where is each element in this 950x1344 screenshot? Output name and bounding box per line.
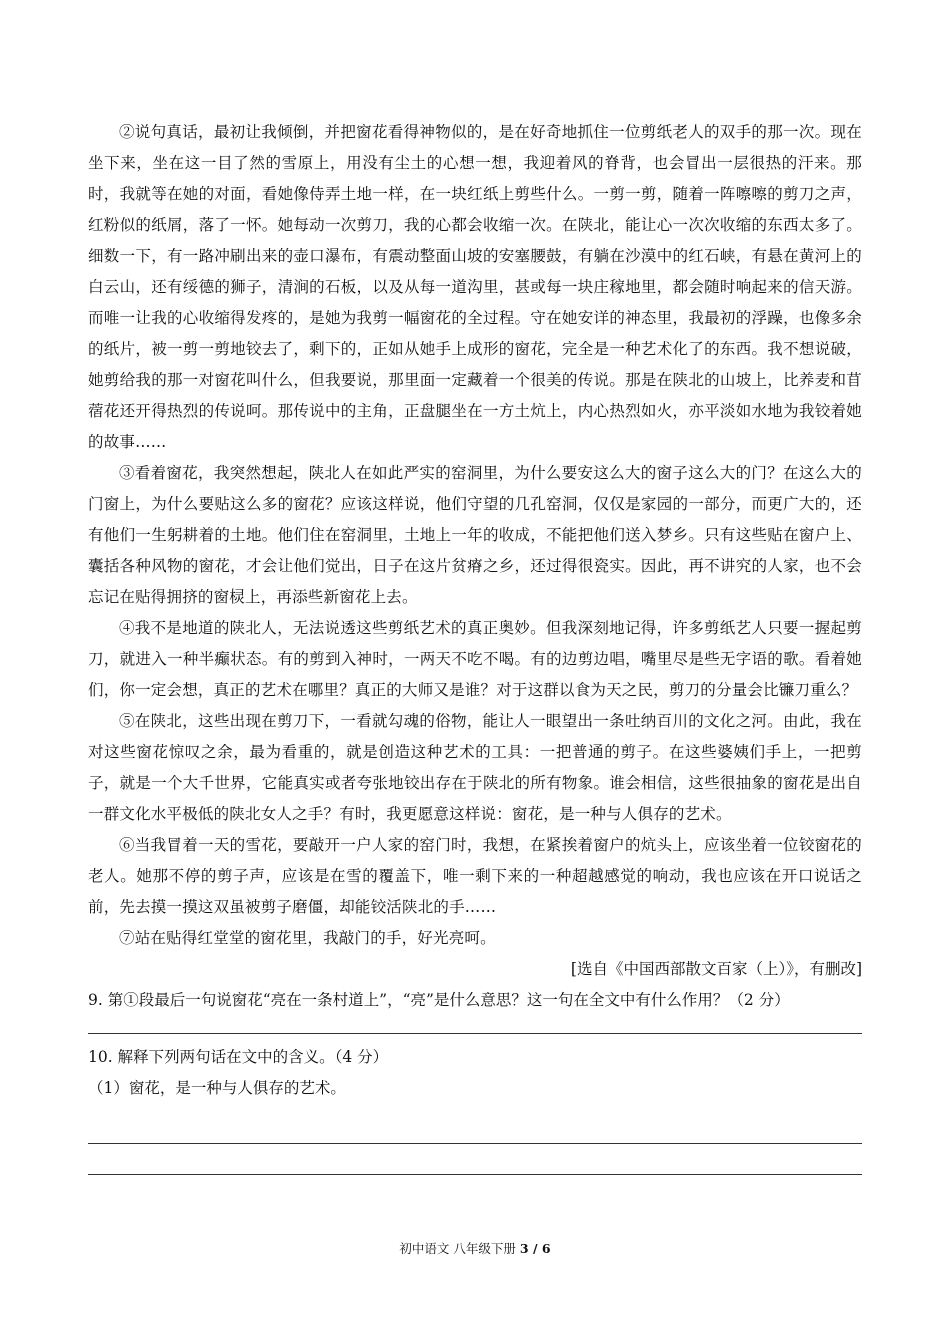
footer-label: 初中语文 八年级下册 [399,1241,516,1256]
paragraph-7: ⑦站在贴得红堂堂的窗花里，我敲门的手，好光亮呵。 [119,929,496,947]
paragraph-4: ④我不是地道的陕北人，无法说透这些剪纸艺术的真正奥妙。但我深刻地记得，许多剪纸艺人只要一握起剪刀，就进入一种半癫状态。有的剪到入神时，一两天不吃不喝。有的边剪边唱，嘴里尽是些无字语的歌。看着她们，你一定会想，真正的艺术在哪里？真正的大师又是谁？对于这群以食为天之民，剪刀的分量会比镰刀重么？ [88,619,862,699]
answer-line-q9[interactable] [88,1016,862,1034]
paragraph-5: ⑤在陕北，这些出现在剪刀下，一看就勾魂的俗物，能让人一眼望出一条吐纳百川的文化之河。由此，我在对这些窗花惊叹之余，最为看重的，就是创造这种艺术的工具：一把普通的剪子。在这些婆姨们手上，一把剪子，就是一个大千世界，它能真实或者夸张地铰出存在于陕北的所有物象。谁会相信，这些很抽象的窗花是出自一群文化水平极低的陕北女人之手？有时，我更愿意这样说：窗花，是一种与人俱存的艺术。 [88,712,862,823]
paragraph-3: ③看着窗花，我突然想起，陕北人在如此严实的窑洞里，为什么要安这么大的窗子这么大的门？在这么大的门窗上，为什么要贴这么多的窗花？应该这样说，他们守望的几孔窑洞，仅仅是家园的一部分，而更广大的，还有他们一生躬耕着的土地。他们住在窑洞里，土地上一年的收成，不能把他们送入梦乡。只有这些贴在窗户上、囊括各种风物的窗花，才会让他们觉出，日子在这片贫瘠之乡，还过得很瓷实。因此，再不讲究的人家，也不会忘记在贴得拥挤的窗棂上，再添些新窗花上去。 [88,464,862,606]
paragraph-6: ⑥当我冒着一天的雪花，要敲开一户人家的窑门时，我想，在紧挨着窗户的炕头上，应该坐着一位铰窗花的老人。她那不停的剪子声，应该是在雪的覆盖下，唯一剩下来的一种超越感觉的响动，我也应该在开口说话之前，先去摸一摸这双虽被剪子磨僵，却能铰活陕北的手…… [88,836,862,916]
spacer [88,1034,862,1042]
question-10-1: （1）窗花，是一种与人俱存的艺术。 [88,1079,346,1097]
page-footer [0,1240,950,1258]
footer-page-number: 3 / 6 [519,1241,551,1256]
page-content [88,117,862,1175]
paragraph-2: ②说句真话，最初让我倾倒，并把窗花看得神物似的，是在好奇地抓住一位剪纸老人的双手的那一次。现在坐下来，坐在这一目了然的雪原上，用没有尘土的心想一想，我迎着风的脊背，也会冒出一层很热的汗来。那时，我就等在她的对面，看她像侍弄土地一样，在一块红纸上剪些什么。一剪一剪，随着一阵嚓嚓的剪刀之声，红粉似的纸屑，落了一怀。她每动一次剪刀，我的心都会收缩一次。在陕北，能让心一次次收缩的东西太多了。细数一下，有一路冲刷出来的壶口瀑布，有震动整面山坡的安塞腰鼓，有躺在沙漠中的红石峡，有悬在黄河上的白云山，还有绥德的狮子，清涧的石板，以及从每一道沟里，甚或每一块庄稼地里，都会随时响起来的信天游。而唯一让我的心收缩得发疼的，是她为我剪一幅窗花的全过程。守在她安详的神态里，我最初的浮躁，也像多余的纸片，被一剪一剪地铰去了，剩下的，正如从她手上成形的窗花，完全是一种艺术化了的东西。我不想说破，她剪给我的那一对窗花叫什么，但我要说，那里面一定藏着一个很美的传说。那是在陕北的山坡上，比养麦和苜蓿花还开得热烈的传说呵。那传说中的主角，正盘腿坐在一方土炕上，内心热烈如火，亦平淡如水地为我铰着她的故事…… [88,123,862,451]
question-9: 9. 第①段最后一句说窗花“亮在一条村道上”，“亮”是什么意思？这一句在全文中有什么作用？（2 分） [88,991,790,1009]
question-10: 10. 解释下列两句话在文中的含义。（4 分） [88,1048,389,1066]
source-citation: [选自《中国西部散文百家（上）》，有删改] [570,960,862,978]
answer-line-q10-1-b[interactable] [88,1144,862,1175]
answer-line-q10-1-a[interactable] [88,1104,862,1144]
